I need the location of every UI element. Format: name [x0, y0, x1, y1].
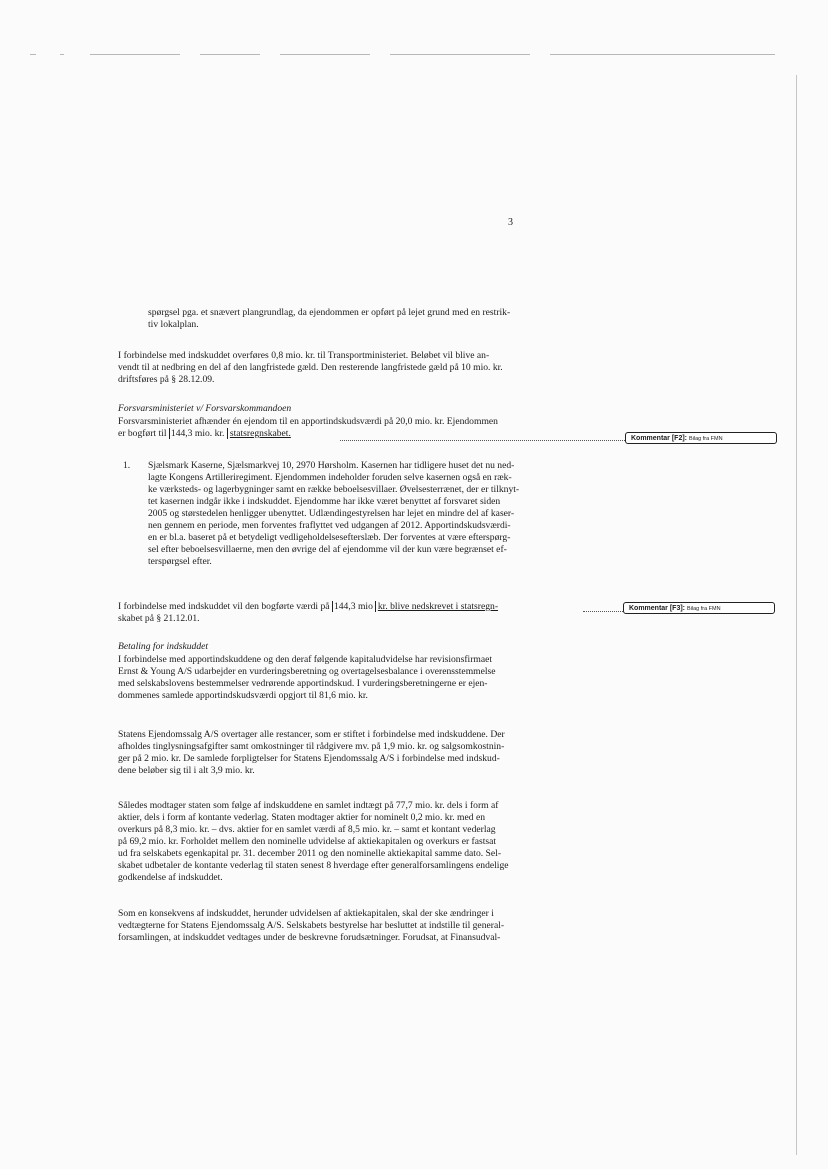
paragraph-line: I forbindelse med indskuddet vil den bogførte værdi på 144,3 mio kr. blive nedskrevet i statsregn- — [118, 601, 499, 612]
paragraph-line: på 69,2 mio. kr. Forholdet mellem den nominelle udvidelse af aktiekapitalen og overkurs er fastsat — [118, 836, 497, 847]
tracked-value: 144,3 mio — [333, 601, 373, 612]
paragraph-line: Ernst & Young A/S udarbejder en vurderingsberetning og overtagelsesbalance i overensstemmelse — [118, 666, 496, 677]
list-item-line: sel efter beboelsesvillaerne, men den øvrige del af ejendomme vil der kun være begrænset ef- — [148, 544, 507, 555]
section-heading: Betaling for indskuddet — [118, 641, 209, 652]
paragraph-line: spørgsel pga. et snævert plangrundlag, da ejendommen er opført på lejet grund med en restrik- — [148, 307, 511, 318]
scan-artifact-line — [30, 50, 775, 60]
paragraph-line: Som en konsekvens af indskuddet, herunder udvidelsen af aktiekapitalen, skal der ske ændringer i — [118, 908, 494, 919]
paragraph-line: dommenes samlede apportindskudsværdi opgjort til 81,6 mio. kr. — [118, 690, 368, 701]
comment-balloon[interactable]: Kommentar [F3]: Bilag fra FMN — [623, 602, 775, 614]
page-number: 3 — [508, 217, 513, 228]
list-item-line: ke værksteds- og lagerbygninger samt en række beboelsesvillaer. Øvelsesterrænet, der er tilknyt- — [148, 484, 520, 495]
tracked-change-text: kr. blive nedskrevet i statsregn- — [375, 601, 498, 612]
paragraph-line: driftsføres på § 28.12.09. — [118, 374, 215, 385]
paragraph-line: er bogført til 144,3 mio. kr. statsregnskabet. — [118, 428, 291, 439]
comment-leader — [340, 440, 625, 441]
comment-balloon[interactable]: Kommentar [F2]: Bilag fra FMN — [625, 432, 777, 444]
list-item-line: 2005 og størstedelen henligger ubenyttet. Udlændingestyrelsen har lejet en mindre del af kaser- — [148, 508, 515, 519]
paragraph-line: Forsvarsministeriet afhænder én ejendom til en apportindskudsværdi på 20,0 mio. kr. Ejendommen — [118, 416, 498, 427]
paragraph-line: forsamlingen, at indskuddet vedtages under de beskrevne forudsætninger. Forudsat, at Finansudval- — [118, 932, 501, 943]
paragraph-line: skabet på § 21.12.01. — [118, 613, 200, 624]
list-item-line: lagte Kongens Artilleriregiment. Ejendommen indeholder foruden selve kasernen også en ræk- — [148, 472, 512, 483]
list-item-line: en er bl.a. baseret på et betydeligt vedligeholdelsesefterslæb. Der forventes at være efterspørg- — [148, 532, 511, 543]
paragraph-line: vedtægterne for Statens Ejendomssalg A/S. Selskabets bestyrelse har besluttet at indstille til general- — [118, 920, 505, 931]
paragraph-line: I forbindelse med indskuddet overføres 0,8 mio. kr. til Transportministeriet. Beløbet vil blive an- — [118, 350, 490, 361]
list-item-line: Sjælsmark Kaserne, Sjælsmarkvej 10, 2970 Hørsholm. Kasernen har tidligere huset det nu ned- — [148, 460, 515, 471]
paragraph-line: tiv lokalplan. — [148, 319, 199, 330]
paragraph-line: vendt til at nedbring en del af den langfristede gæld. Den resterende langfristede gæld på 10 mio. kr. — [118, 362, 503, 373]
list-item-line: terspørgsel efter. — [148, 556, 212, 567]
list-number: 1. — [123, 460, 131, 471]
list-item-line: tet kasernen indgår ikke i indskuddet. Ejendomme har ikke været benyttet af forsvaret siden — [148, 496, 501, 507]
comment-leader — [583, 611, 623, 612]
tracked-value: 144,3 mio. kr. — [170, 428, 227, 439]
paragraph-line: I forbindelse med apportindskuddene og den deraf følgende kapitaludvidelse har revisionsfirmaet — [118, 654, 493, 665]
paragraph-line: ud fra selskabets egenkapital pr. 31. december 2011 og den nominelle aktiekapital samme dato. Sel- — [118, 848, 502, 859]
paragraph-line: skabet udbetaler de kontante vederlag til staten senest 8 hverdage efter generalforsamlingens endelige — [118, 860, 509, 871]
paragraph-line: aktier, dels i form af kontante vederlag. Staten modtager aktier for nominelt 0,2 mio. kr. med en — [118, 812, 485, 823]
paragraph-line: afholdes tinglysningsafgifter samt omkostninger til rådgivere mv. på 1,9 mio. kr. og salgsomkostnin- — [118, 741, 505, 752]
tracked-change-text: statsregnskabet. — [227, 428, 291, 439]
paragraph-line: Således modtager staten som følge af indskuddene en samlet indtægt på 77,7 mio. kr. dels i form af — [118, 800, 499, 811]
paragraph-line: overkurs på 8,3 mio. kr. – dvs. aktier for en samlet værdi af 8,5 mio. kr. – samt et kontant vederlag — [118, 824, 496, 835]
paragraph-line: godkendelse af indskuddet. — [118, 872, 223, 883]
paragraph-line: med selskabslovens bestemmelser vedrørende apportindskud. I vurderingsberetningerne er ejen- — [118, 678, 488, 689]
paragraph-line: dene beløber sig til i alt 3,9 mio. kr. — [118, 765, 255, 776]
paragraph-line: ger på 2 mio. kr. De samlede forpligtelser for Statens Ejendomssalg A/S i forbindelse med indskud- — [118, 753, 500, 764]
list-item-line: nen gennem en periode, men forventes fraflyttet ved udgangen af 2012. Apportindskudsværdi- — [148, 520, 511, 531]
paragraph-line: Statens Ejendomssalg A/S overtager alle restancer, som er stiftet i forbindelse med indskuddene. Der — [118, 729, 505, 740]
page-edge-line — [796, 75, 797, 1155]
section-heading: Forsvarsministeriet v/ Forsvarskommandoen — [118, 403, 292, 414]
